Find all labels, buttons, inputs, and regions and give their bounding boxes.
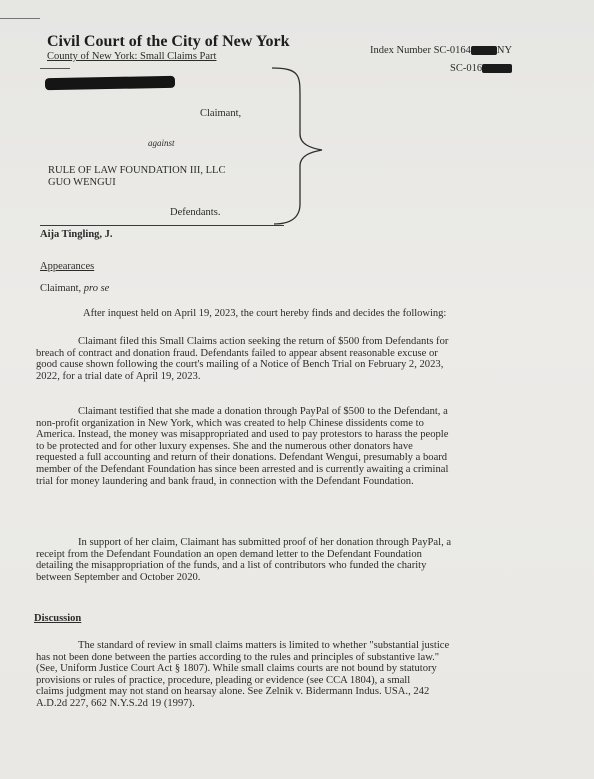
text-line: 2022, for a trial date of April 19, 2023.	[36, 370, 201, 382]
index-number-line-2	[450, 63, 512, 74]
paragraph-1	[36, 336, 556, 382]
defendant-1: RULE OF LAW FOUNDATION III, LLC	[48, 165, 226, 176]
text-line: member of the Defendant Foundation has since been arrested and is currently awaiting a criminal	[36, 463, 449, 475]
text-line: Claimant filed this Small Claims action seeking the return of $500 from Defendants for	[78, 336, 449, 347]
court-name: Civil Court of the City of New York	[47, 33, 290, 50]
appearances-heading: Appearances	[40, 261, 95, 272]
redaction-box	[471, 46, 497, 55]
defendants-label: Defendants.	[170, 207, 221, 218]
defendant-2: GUO WENGUI	[48, 177, 116, 188]
caption-bottom-rule	[40, 225, 284, 226]
text-line: has not been done between the parties according to the rules and principles of substantive law."	[36, 651, 440, 663]
paragraph-4	[36, 640, 556, 710]
county-part: County of New York: Small Claims Part	[47, 51, 217, 62]
text-line: breach of contract and donation fraud. Defendants failed to appear absent reasonable excuse or	[36, 347, 438, 359]
text-line: America. Instead, the money was misappropriated and used to pay protestors to harass the people	[36, 429, 449, 441]
fold-mark	[0, 18, 40, 19]
redacted-claimant-name	[45, 76, 175, 90]
text-line: provisions or rules of practice, procedure, pleading or evidence (see CCA 1804), a small	[36, 674, 411, 686]
text-line: receipt from the Defendant Foundation an open demand letter to the Defendant Foundation	[36, 548, 422, 560]
caption-brace	[270, 66, 330, 231]
text-line: to be protected and for other luxury expenses. She and the numerous other donators have	[36, 440, 413, 452]
index-number-text: Index Number SC-0164	[370, 45, 471, 56]
discussion-heading: Discussion	[34, 613, 82, 624]
paragraph-3	[36, 537, 556, 583]
text-line: non-profit organization in New York, which was created to help Chinese dissidents come to	[36, 417, 424, 429]
appearances-claimant	[40, 283, 109, 294]
redaction-box	[482, 64, 512, 73]
text-line: (See, Uniform Justice Court Act § 1807). While small claims courts are not bound by statutory	[36, 663, 437, 675]
text-line: claims judgment may not stand on hearsay alone. See Zelnik v. Bidermann Indus. USA., 242	[36, 686, 430, 698]
caption-top-rule	[40, 68, 70, 69]
index-number-line-1	[370, 45, 512, 56]
text-line: requested a full accounting and return of their donations. Defendant Wengui, presumably a board	[36, 452, 448, 464]
index-number-suffix: NY	[496, 45, 513, 56]
paragraph-2	[36, 406, 556, 487]
text-line: between September and October 2020.	[36, 571, 201, 583]
text-line: good cause shown following the court's mailing of a Notice of Bench Trial on February 2, 2023,	[36, 359, 444, 371]
index-number-text-2: SC-016	[450, 63, 483, 74]
claimant-label: Claimant,	[200, 108, 242, 119]
pro-se-text: pro se	[83, 283, 110, 294]
text-line: A.D.2d 227, 662 N.Y.S.2d 19 (1997).	[36, 697, 195, 709]
intro-paragraph: After inquest held on April 19, 2023, the court hereby finds and decides the following:	[83, 308, 447, 319]
against-label: against	[148, 138, 175, 148]
text-line: trial for money laundering and bank fraud, in connection with the Defendant Foundation.	[36, 475, 414, 487]
text-line: Claimant testified that she made a donation through PayPal of $500 to the Defendant, a	[78, 406, 448, 417]
claimant-text: Claimant,	[40, 283, 84, 294]
text-line: The standard of review in small claims matters is limited to whether "substantial justice	[78, 640, 450, 651]
judge-name: Aija Tingling, J.	[40, 229, 113, 240]
text-line: In support of her claim, Claimant has submitted proof of her donation through PayPal, a	[78, 537, 452, 548]
text-line: detailing the misappropriation of the funds, and a list of contributors who funded the charity	[36, 560, 427, 572]
